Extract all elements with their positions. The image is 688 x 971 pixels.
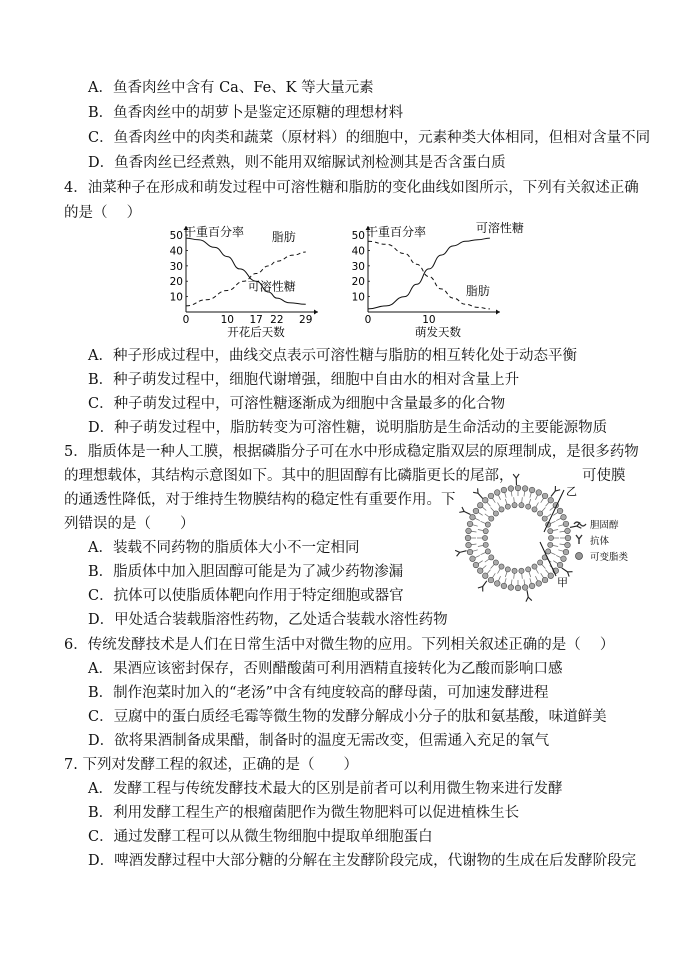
series-label: 可溶性糖: [247, 279, 296, 294]
q6-stem: 6．传统发酵技术是人们在日常生活中对微生物的应用。下列相关叙述正确的是（ ）: [64, 637, 615, 653]
outer-phospholipid-head: [473, 562, 479, 568]
outer-phospholipid-head: [561, 556, 567, 562]
q5-stem-line3: 的通透性降低，对于维持生物膜结构的稳定性有重要作用。下: [64, 492, 456, 508]
antibody-stem: [551, 491, 555, 496]
chart-title: 干重百分率: [184, 225, 245, 239]
x-tick-label: 29: [299, 314, 313, 326]
q6-option-b: B．制作泡菜时加入的“老汤”中含有纯度较高的酵母菌，可加速发酵进程: [88, 685, 549, 701]
antibody-arm: [555, 490, 560, 491]
q4-option-b: B．种子萌发过程中，细胞代谢增强，细胞中自由水的相对含量上升: [88, 372, 520, 388]
outer-phospholipid-head: [494, 581, 500, 587]
q7-option-c: C．通过发酵工程可以从微生物细胞中提取单细胞蛋白: [88, 829, 433, 845]
q4-stem-line1: 4．油菜种子在形成和萌发过程中可溶性糖和脂肪的变化曲线如图所示，下列有关叙述正确: [64, 180, 639, 196]
antibody-arm: [577, 526, 582, 528]
antibody-stem: [464, 511, 470, 514]
x-tick-label: 17: [249, 314, 263, 326]
antibody-stem: [460, 551, 467, 553]
outer-phospholipid-head: [542, 577, 548, 583]
inner-phospholipid-head: [505, 567, 510, 572]
inner-phospholipid-head: [482, 535, 487, 540]
inner-phospholipid-head: [485, 522, 490, 527]
outer-phospholipid-head: [529, 583, 535, 589]
outer-phospholipid-head: [465, 535, 471, 541]
outer-phospholipid-head: [563, 549, 569, 555]
y-tick-label: 50: [351, 230, 365, 243]
inner-phospholipid-head: [505, 504, 510, 509]
inner-phospholipid-head: [519, 503, 524, 508]
antibody-stem: [570, 526, 577, 527]
inner-phospholipid-head: [499, 564, 504, 569]
x-tick-label: 10: [422, 314, 436, 326]
outer-phospholipid-head: [470, 514, 476, 520]
inner-phospholipid-head: [485, 549, 490, 554]
inner-phospholipid-head: [548, 535, 553, 540]
legend-variable-lipid: [576, 551, 629, 563]
q4-option-a: A．种子形成过程中，曲线交点表示可溶性糖与脂肪的相互转化处于动态平衡: [88, 348, 577, 364]
y-tick-label: 50: [169, 230, 183, 243]
variable-lipid-icon: [576, 553, 583, 560]
antibody-stem: [527, 590, 528, 597]
x-axis-label: 开花后天数: [227, 325, 285, 339]
inner-phospholipid-head: [483, 542, 488, 547]
series-label: 脂肪: [271, 230, 296, 245]
outer-phospholipid-head: [565, 528, 571, 534]
y-tick-label: 20: [169, 276, 183, 289]
legend-variable-lipid-label: 可变脂类: [590, 552, 629, 563]
antibody-arm: [516, 474, 519, 478]
outer-phospholipid-head: [494, 490, 500, 496]
label-jia: 甲: [557, 576, 568, 589]
antibody-arm: [528, 597, 532, 600]
antibody-arm: [473, 492, 478, 493]
inner-phospholipid-head: [512, 568, 517, 573]
outer-phospholipid-head: [522, 486, 528, 492]
liposome-figure: [448, 480, 676, 592]
label-yi: 乙: [566, 485, 577, 498]
q5-option-d: D．甲处适合装载脂溶性药物，乙处适合装载水溶性药物: [88, 612, 448, 628]
outer-phospholipid-head: [557, 508, 563, 514]
q5-stem-line2: 的理想载体，其结构示意图如下。其中的胆固醇有比磷脂更长的尾部，: [64, 468, 514, 484]
x-tick-label: 0: [364, 314, 372, 326]
inner-phospholipid-head: [548, 529, 553, 534]
x-tick-label: 0: [182, 314, 190, 326]
inner-phospholipid-head: [532, 564, 537, 569]
series-line-sugar: [186, 238, 306, 304]
q5-stem-line4: 列错误的是（ ）: [64, 516, 195, 532]
antibody-arm: [526, 597, 528, 601]
outer-phospholipid-head: [508, 486, 514, 492]
q4-chart-germination: [342, 221, 524, 342]
inner-phospholipid-head: [537, 560, 542, 565]
q5-option-a: A．装载不同药物的脂质体大小不一定相同: [88, 540, 360, 556]
outer-phospholipid-head: [467, 549, 473, 555]
outer-phospholipid-head: [477, 568, 483, 574]
outer-phospholipid-head: [548, 573, 554, 579]
inner-phospholipid-head: [499, 507, 504, 512]
inner-phospholipid-head: [493, 560, 498, 565]
antibody-arm: [459, 511, 464, 512]
antibody-arm: [457, 552, 460, 556]
q3-option-a: A．鱼香肉丝中含有 Ca、Fe、K 等大量元素: [88, 80, 374, 96]
outer-phospholipid-head: [522, 585, 528, 591]
outer-phospholipid-head: [508, 585, 514, 591]
outer-phospholipid-head: [470, 556, 476, 562]
inner-phospholipid-head: [548, 542, 553, 547]
q5-option-b: B．脂质体中加入胆固醇可能是为了减少药物渗漏: [88, 564, 404, 580]
q5-stem-line2-end: 可使膜: [582, 468, 626, 484]
outer-phospholipid-head: [542, 493, 548, 499]
q7-stem: 7. 下列对发酵工程的叙述，正确的是（ ）: [64, 757, 358, 773]
y-tick-label: 40: [351, 245, 365, 258]
q7-option-b: B．利用发酵工程生产的根瘤菌肥作为微生物肥料可以促进植株生长: [88, 805, 520, 821]
q4-option-d: D．种子萌发过程中，脂肪转变为可溶性糖，说明脂肪是生命活动的主要能源物质: [88, 420, 608, 436]
inner-phospholipid-head: [512, 503, 517, 508]
q3-option-b: B．鱼香肉丝中的胡萝卜是鉴定还原糖的理想材料: [88, 105, 404, 121]
outer-phospholipid-head: [515, 485, 521, 491]
outer-phospholipid-head: [565, 535, 571, 541]
inner-phospholipid-head: [526, 504, 531, 509]
series-line-fat: [368, 241, 490, 309]
inner-phospholipid-head: [546, 549, 551, 554]
y-tick-label: 10: [169, 291, 183, 304]
inner-phospholipid-head: [537, 511, 542, 516]
inner-phospholipid-head: [519, 568, 524, 573]
outer-phospholipid-head: [561, 514, 567, 520]
series-line-sugar: [368, 238, 490, 309]
y-tick-label: 40: [169, 245, 183, 258]
outer-phospholipid-head: [477, 502, 483, 508]
q6-option-d: D．欲将果酒制备成果醋，制备时的温度无需改变，但需通入充足的氧气: [88, 733, 550, 749]
x-axis-arrow: [496, 310, 500, 315]
outer-phospholipid-head: [557, 562, 563, 568]
y-tick-label: 30: [169, 260, 183, 273]
q6-option-c: C．豆腐中的蛋白质经毛霉等微生物的发酵分解成小分子的肽和氨基酸，味道鲜美: [88, 709, 607, 725]
x-tick-label: 10: [220, 314, 234, 326]
x-tick-label: 22: [270, 314, 284, 326]
q3-option-d: D．鱼香肉丝已经煮熟，则不能用双缩脲试剂检测其是否含蛋白质: [88, 155, 506, 171]
outer-phospholipid-head: [515, 585, 521, 591]
q4-option-c: C．种子萌发过程中，可溶性糖逐渐成为细胞中含量最多的化合物: [88, 396, 506, 412]
outer-phospholipid-head: [548, 497, 554, 503]
q7-option-d: D．啤酒发酵过程中大部分糖的分解在主发酵阶段完成，代谢物的生成在后发酵阶段完: [88, 853, 637, 869]
outer-phospholipid-head: [488, 493, 494, 499]
y-tick-label: 20: [351, 276, 365, 289]
q4-stem-line2: 的是（ ）: [64, 205, 142, 221]
outer-phospholipid-head: [482, 573, 488, 579]
antibody-arm: [462, 507, 464, 511]
chart-title: 干重百分率: [366, 225, 427, 239]
antibody-arm: [478, 587, 483, 588]
outer-phospholipid-head: [488, 577, 494, 583]
outer-phospholipid-head: [467, 521, 473, 527]
inner-phospholipid-head: [542, 516, 547, 521]
legend-antibody-label: 抗体: [590, 536, 610, 547]
inner-phospholipid-head: [489, 555, 494, 560]
antibody-icon: [576, 535, 582, 544]
outer-phospholipid-head: [565, 542, 571, 548]
x-axis-arrow: [314, 310, 318, 315]
y-tick-label: 10: [351, 291, 365, 304]
legend-cholesterol-label: 胆固醇: [590, 520, 619, 531]
y-tick-label: 30: [351, 260, 365, 273]
outer-phospholipid-head: [529, 487, 535, 493]
q5-option-c: C．抗体可以使脂质体靶向作用于特定细胞或器官: [88, 588, 404, 604]
antibody-stem: [483, 581, 487, 587]
series-label: 脂肪: [465, 284, 490, 299]
q3-option-c: C．鱼香肉丝中的肉类和蔬菜（原材料）的细胞中，元素种类大体相同，但相对含量不同: [88, 130, 651, 146]
inner-phospholipid-head: [489, 516, 494, 521]
antibody-stem: [478, 493, 483, 498]
outer-phospholipid-head: [466, 542, 472, 548]
x-axis-label: 萌发天数: [415, 325, 461, 339]
inner-phospholipid-head: [532, 507, 537, 512]
antibody-arm: [455, 550, 460, 552]
q6-option-a: A．果酒应该密封保存，否则醋酸菌可利用酒精直接转化为乙酸而影响口感: [88, 661, 563, 677]
outer-phospholipid-head: [536, 490, 542, 496]
outer-phospholipid-head: [466, 528, 472, 534]
q7-option-a: A．发酵工程与传统发酵技术最大的区别是前者可以利用微生物来进行发酵: [88, 781, 563, 797]
q4-chart-formation: [160, 224, 330, 342]
outer-phospholipid-head: [501, 487, 507, 493]
inner-phospholipid-head: [526, 567, 531, 572]
legend-antibody: [576, 535, 610, 547]
outer-phospholipid-head: [482, 497, 488, 503]
outer-phospholipid-head: [473, 508, 479, 514]
inner-phospholipid-head: [493, 511, 498, 516]
q5-stem-line1: 5．脂质体是一种人工膜，根据磷脂分子可在水中形成稳定脂双层的原理制成，是很多药物: [64, 444, 639, 460]
outer-phospholipid-head: [501, 583, 507, 589]
inner-phospholipid-head: [483, 529, 488, 534]
antibody-stem: [562, 568, 568, 572]
outer-phospholipid-head: [563, 521, 569, 527]
legend-cholesterol: [574, 519, 619, 531]
outer-phospholipid-head: [536, 581, 542, 587]
series-label: 可溶性糖: [475, 221, 524, 235]
